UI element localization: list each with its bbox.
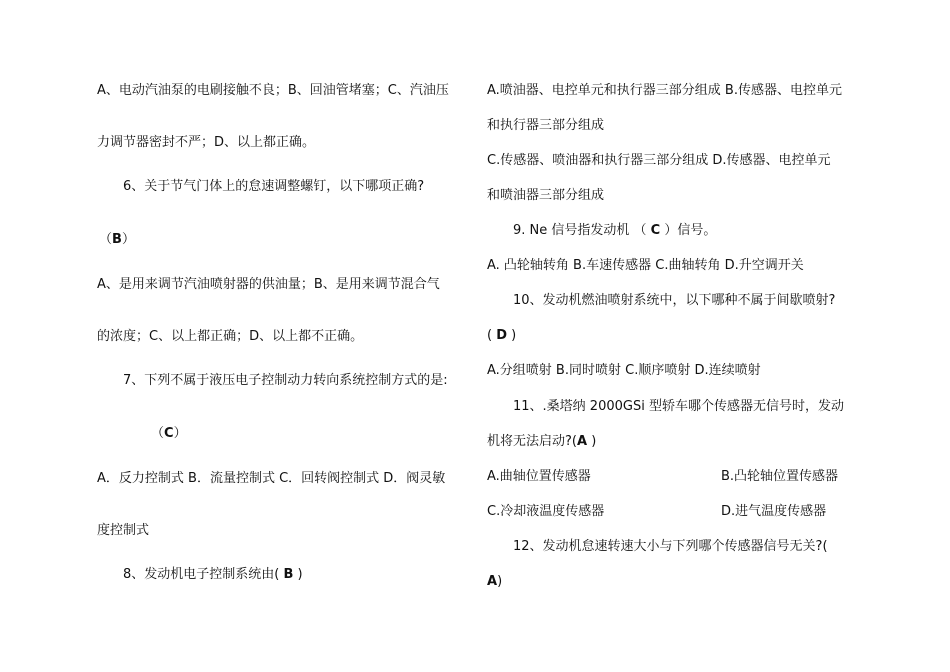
q10-options: A.分组喷射 B.同时喷射 C.顺序喷射 D.连续喷射 [487,363,761,378]
q10-paren-close: ) [511,328,517,343]
q9-options: A. 凸轮轴转角 B.车速传感器 C.曲轴转角 D.升空调开关 [487,258,804,273]
q6-question: 6、关于节气门体上的怠速调整螺钉，以下哪项正确? [123,179,425,194]
q12-answer: A [487,574,498,589]
q11-option-d: D.进气温度传感器 [721,504,827,519]
q11-question-line2 [487,433,596,451]
q12-question: 12、发动机怠速转速大小与下列哪个传感器信号无关?( [513,539,828,554]
q6-paren-open: （ [99,232,113,247]
q11-option-b: B.凸轮轴位置传感器 [721,469,839,484]
q8-answer: B [283,567,294,582]
q9-answer: C [650,223,661,238]
q11-option-c: C.冷却液温度传感器 [487,504,605,519]
q6-answer-line [99,231,135,249]
q7-answer-line [151,425,187,443]
q11-question-line1: 11、.桑塔纳 2000GSi 型轿车哪个传感器无信号时，发动 [513,399,844,414]
q8-paren-close: ) [297,567,303,582]
q11-question-line2-post: ) [591,434,597,449]
q7-paren-open: （ [151,426,165,441]
q7-question: 7、下列不属于液压电子控制动力转向系统控制方式的是: [123,373,448,388]
q10-answer: D [496,328,508,343]
q8-options-line3: C.传感器、喷油器和执行器三部分组成 D.传感器、电控单元 [487,153,831,168]
q9-question-pre: 9. Ne 信号指发动机 （ [513,223,647,238]
q6-options-line1: A、是用来调节汽油喷射器的供油量；B、是用来调节混合气 [97,277,440,292]
q6-paren-close: ） [121,232,135,247]
q11-answer: A [576,434,588,449]
q11-option-a: A.曲轴位置传感器 [487,469,591,484]
q7-options-line2: 度控制式 [97,523,150,538]
q9-question [513,222,716,240]
q7-paren-close: ） [173,426,187,441]
q11-question-line2-pre: 机将无法启动?( [487,434,577,449]
q5-options-line2: 力调节器密封不严；D、以上都正确。 [97,135,316,150]
q6-answer: B [112,232,122,247]
q5-options-line1: A、电动汽油泵的电刷接触不良；B、回油管堵塞；C、汽油压 [97,83,449,98]
q8-question-text: 8、发动机电子控制系统由( [123,567,280,582]
q8-question [123,566,303,584]
q8-options-line4: 和喷油器三部分组成 [487,188,605,203]
q9-question-post: ）信号。 [664,223,717,238]
q8-options-line1: A.喷油器、电控单元和执行器三部分组成 B.传感器、电控单元 [487,83,842,98]
q8-options-line2: 和执行器三部分组成 [487,118,605,133]
q10-paren-open: ( [487,328,493,343]
q7-options-line1: A．反力控制式 B．流量控制式 C．回转阀控制式 D．阀灵敏 [97,471,446,486]
q12-answer-line [487,573,502,591]
q6-options-line2: 的浓度；C、以上都正确；D、以上都不正确。 [97,329,364,344]
q10-question: 10、发动机燃油喷射系统中，以下哪种不属于间歇喷射? [513,293,836,308]
q7-answer: C [164,426,174,441]
q10-answer-line [487,327,516,345]
q12-paren-close: ) [497,574,503,589]
